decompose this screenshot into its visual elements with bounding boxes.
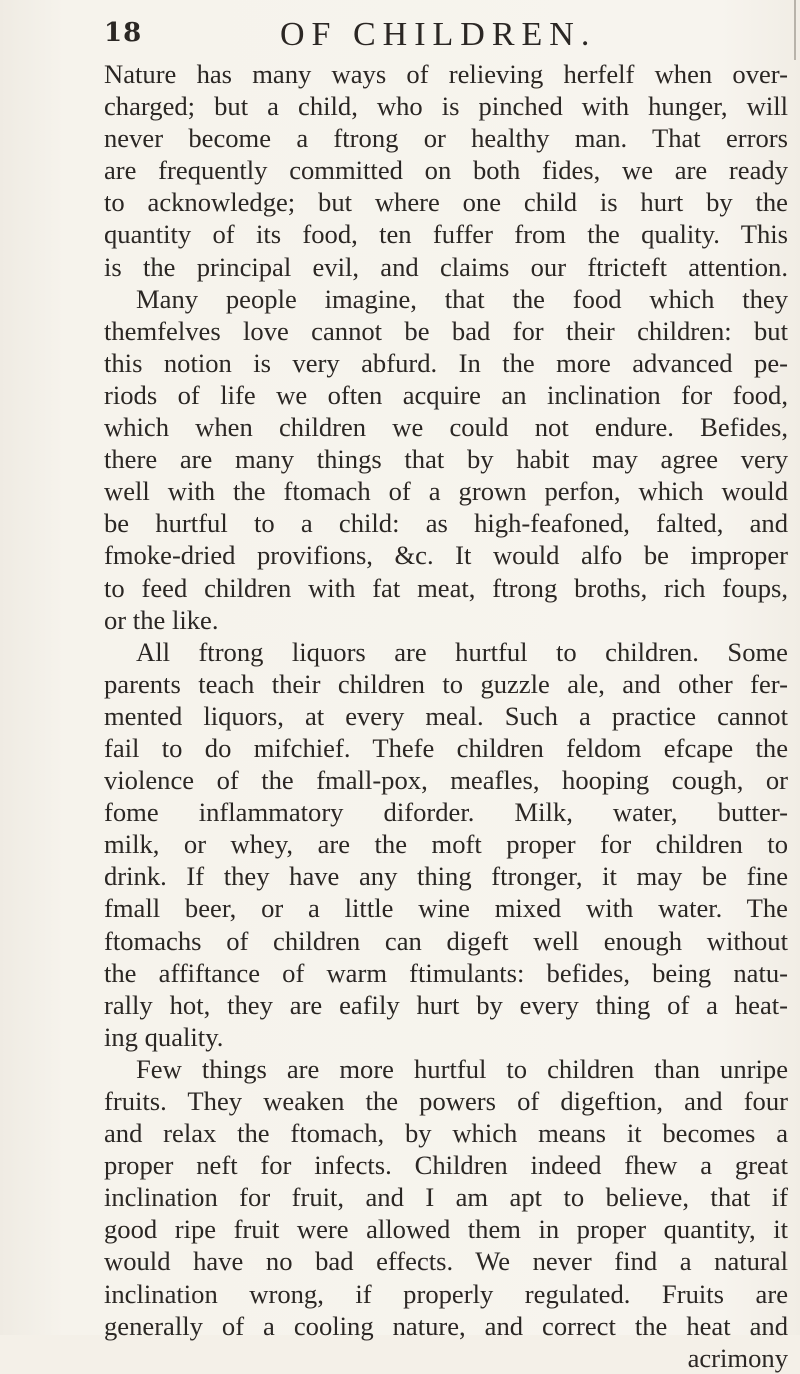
text-line: inclination wrong, if properly regulated. Fruits are xyxy=(104,1278,788,1309)
text-line: fome inflammatory diforder. Milk, water, butter- xyxy=(104,797,788,828)
text-line: violence of the fmall-pox, meafles, hooping cough, or xyxy=(104,765,788,796)
text-line: ftomachs of children can digeft well enough without xyxy=(104,925,788,956)
text-line: be hurtful to a child: as high-feafoned, falted, and xyxy=(104,508,788,539)
text-line: riods of life we often acquire an inclination for food, xyxy=(104,379,788,410)
catchword: acrimony xyxy=(687,1342,788,1373)
text-line: never become a ftrong or healthy man. That errors xyxy=(104,123,788,154)
text-line: All ftrong liquors are hurtful to children. Some xyxy=(136,636,788,667)
text-line: rally hot, they are eafily hurt by every thing of a heat- xyxy=(104,989,788,1020)
text-line: well with the ftomach of a grown perfon, which would xyxy=(104,476,788,507)
text-line: and relax the ftomach, by which means it becomes a xyxy=(104,1118,788,1149)
text-line: is the principal evil, and claims our ftricteft attention. xyxy=(104,251,788,282)
text-line: to feed children with fat meat, ftrong broths, rich foups, xyxy=(104,572,788,603)
text-line: mented liquors, at every meal. Such a practice cannot xyxy=(104,700,788,731)
text-line: quantity of its food, ten fuffer from the quality. This xyxy=(104,219,788,250)
text-line: charged; but a child, who is pinched with hunger, will xyxy=(104,91,788,122)
text-line: fmoke-dried provifions, &c. It would alfo be improper xyxy=(104,540,788,571)
page-header xyxy=(104,18,794,58)
text-line: fruits. They weaken the powers of digeftion, and four xyxy=(104,1086,788,1116)
text-line: there are many things that by habit may agree very xyxy=(104,444,788,475)
text-line: proper neft for infects. Children indeed fhew a great xyxy=(104,1150,788,1181)
text-line: fmall beer, or a little wine mixed with water. The xyxy=(104,893,788,924)
text-line: the affiftance of warm ftimulants: befides, being natu- xyxy=(104,957,788,988)
text-line: are frequently committed on both fides, we are ready xyxy=(104,155,788,186)
text-line: to acknowledge; but where one child is hurt by the xyxy=(104,187,788,218)
page-edge-shadow xyxy=(794,0,796,60)
text-line: which when children we could not endure. Befides, xyxy=(104,412,788,443)
text-line: Few things are more hurtful to children than unripe xyxy=(136,1053,788,1084)
text-line: parents teach their children to guzzle ale, and other fer- xyxy=(104,668,788,699)
text-line: drink. If they have any thing ftronger, it may be fine xyxy=(104,861,788,892)
text-line: would have no bad effects. We never find a natural xyxy=(104,1246,788,1277)
text-line: themfelves love cannot be bad for their children: but xyxy=(104,315,788,346)
text-line: ing quality. xyxy=(104,1021,224,1052)
text-line: Many people imagine, that the food which they xyxy=(136,283,788,314)
text-line: generally of a cooling nature, and correct the heat and xyxy=(104,1310,788,1341)
text-line: fail to do mifchief. Thefe children feldom efcape the xyxy=(104,732,788,763)
body-text xyxy=(104,58,788,1374)
text-line: good ripe fruit were allowed them in proper quantity, it xyxy=(104,1214,788,1245)
text-line: Nature has many ways of relieving herfelf when over- xyxy=(104,59,788,89)
page-number: 18 xyxy=(104,18,143,48)
text-line: this notion is very abfurd. In the more advanced pe- xyxy=(104,347,788,378)
running-head: OF CHILDREN. xyxy=(280,16,597,53)
text-line: milk, or whey, are the moft proper for children to xyxy=(104,829,788,860)
text-line: or the like. xyxy=(104,604,219,635)
text-line: inclination for fruit, and I am apt to believe, that if xyxy=(104,1182,788,1213)
